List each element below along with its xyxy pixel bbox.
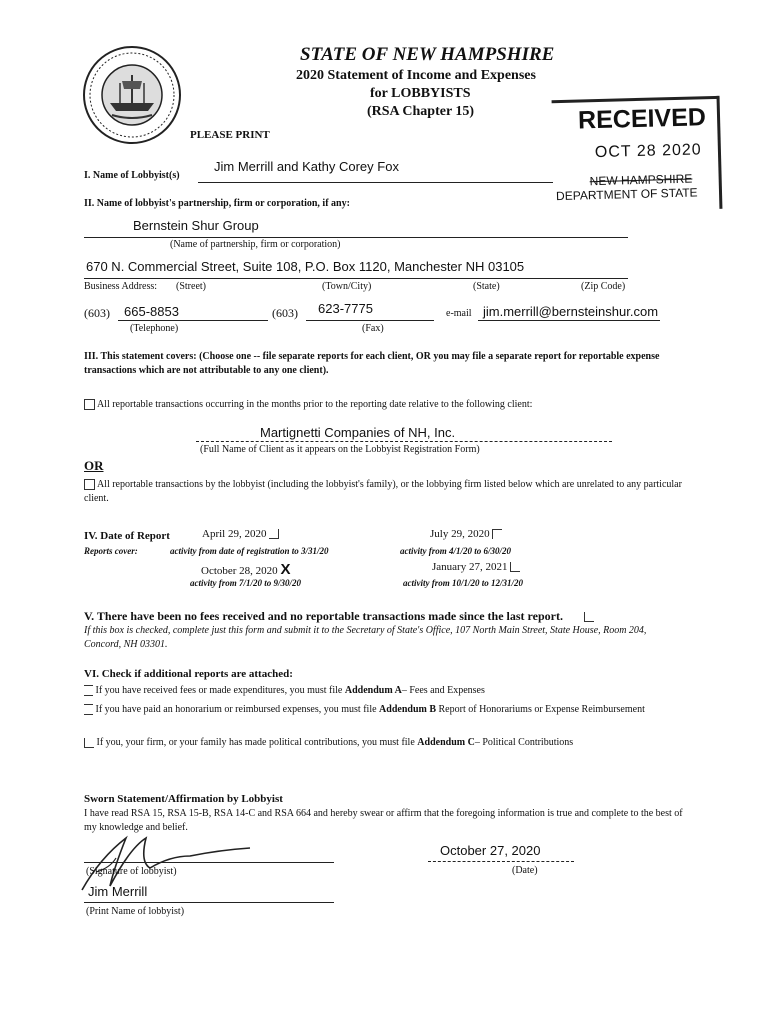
email-label: e-mail [446, 308, 472, 319]
report-date-4: January 27, 2021 [432, 561, 520, 573]
addendum-a-row: If you have received fees or made expenditures, you must file Addendum A– Fees and Expenses [84, 684, 684, 698]
stamp-date: OCT 28 2020 [594, 141, 702, 162]
report-period-2: activity from 4/1/20 to 6/30/20 [400, 546, 511, 556]
option-client-text: All reportable transactions occurring in the months prior to the reporting date relative to the following client: [96, 399, 533, 410]
report-date-2-checkbox[interactable] [492, 529, 502, 539]
fax-field[interactable]: 623-7775 [318, 301, 373, 316]
email-field[interactable]: jim.merrill@bernsteinshur.com [483, 304, 659, 319]
report-date-3-checkbox[interactable]: X [280, 561, 291, 578]
report-date-1-checkbox[interactable] [269, 529, 279, 539]
state-heading: STATE OF NEW HAMPSHIRE [300, 44, 555, 65]
addendum-a-checkbox[interactable] [84, 685, 93, 696]
sign-date-label: (Date) [512, 865, 538, 876]
coverage-instructions: III. This statement covers: (Choose one -- file separate reports for each client, OR you may file a separate report for reportable expense transactions which are not attributable to any one client). [84, 351, 660, 376]
lobbyist-name-label: I. Name of Lobbyist(s) [84, 170, 180, 181]
addendum-c-row: If you, your firm, or your family has made political contributions, you must file Addendum C– Political Contributions [84, 736, 704, 750]
no-fees-note: If this box is checked, complete just this form and submit it to the Secretary of State's Office, 107 North Main Street, State House, Room 204, Concord, NH 03301. [84, 625, 647, 650]
lobbyist-name-field[interactable]: Jim Merrill and Kathy Corey Fox [214, 159, 399, 174]
phone-field[interactable]: 665-8853 [124, 304, 179, 319]
form-subtitle: for LOBBYISTS [370, 86, 471, 101]
sign-date-field[interactable]: October 27, 2020 [440, 843, 541, 858]
addr-label-business: Business Address: [84, 281, 158, 292]
report-period-4: activity from 10/1/20 to 12/31/20 [403, 578, 523, 588]
state-seal [82, 45, 182, 145]
addendum-b-checkbox[interactable] [84, 704, 93, 715]
date-of-report-label: IV. Date of Report [84, 530, 170, 542]
addendum-c-checkbox[interactable] [84, 738, 94, 748]
option-unrelated [84, 478, 684, 506]
please-print: PLEASE PRINT [190, 129, 270, 141]
print-name-label: (Print Name of lobbyist) [86, 906, 185, 917]
report-period-3: activity from 7/1/20 to 9/30/20 [190, 578, 301, 588]
stamp-received: RECEIVED [577, 103, 707, 135]
addr-label-street: (Street) [176, 281, 206, 292]
signature-label: (Signature of lobbyist) [86, 866, 177, 877]
firm-name-field[interactable]: Bernstein Shur Group [133, 218, 259, 233]
no-fees-checkbox[interactable] [584, 612, 594, 622]
firm-label: II. Name of lobbyist's partnership, firm or corporation, if any: [84, 198, 350, 209]
addr-label-state: (State) [473, 281, 500, 292]
option-client-checkbox[interactable] [84, 399, 95, 410]
report-date-4-checkbox[interactable] [510, 562, 520, 572]
firm-caption: (Name of partnership, firm or corporation) [170, 239, 341, 250]
report-period-1: activity from date of registration to 3/31/20 [170, 546, 329, 556]
report-date-3: October 28, 2020 X [201, 561, 291, 578]
stamp-line2: DEPARTMENT OF STATE [555, 185, 698, 204]
fax-area: (603) [272, 306, 298, 320]
rsa-chapter: (RSA Chapter 15) [367, 104, 475, 119]
reports-cover-label: Reports cover: [84, 546, 138, 556]
option-unrelated-checkbox[interactable] [84, 479, 95, 490]
business-address-field[interactable]: 670 N. Commercial Street, Suite 108, P.O. Box 1120, Manchester NH 03105 [86, 259, 525, 274]
sworn-title: Sworn Statement/Affirmation by Lobbyist [84, 793, 283, 805]
client-name-field[interactable]: Martignetti Companies of NH, Inc. [260, 425, 456, 440]
print-name-field[interactable]: Jim Merrill [88, 884, 148, 899]
form-title: 2020 Statement of Income and Expenses [296, 68, 536, 83]
option-unrelated-text: All reportable transactions by the lobbyist (including the lobbyist's family), or the lobbying firm listed below which are unrelated to any particular client. [84, 479, 682, 504]
report-date-1: April 29, 2020 [202, 528, 279, 540]
no-fees-label: V. There have been no fees received and no reportable transactions made since the last report. [84, 609, 594, 624]
option-client [84, 398, 694, 412]
sworn-text: I have read RSA 15, RSA 15-B, RSA 14-C and RSA 664 and hereby swear or affirm that the foregoing information is true and complete to the best of my knowledge and belief. [84, 808, 683, 833]
addr-label-zip: (Zip Code) [581, 281, 626, 292]
report-date-2: July 29, 2020 [430, 528, 502, 540]
addr-label-town: (Town/City) [322, 281, 372, 292]
additional-reports-label: VI. Check if additional reports are attached: [84, 668, 293, 680]
or-label: OR [84, 458, 104, 473]
stamp-line1: NEW HAMPSHIRE [589, 171, 693, 189]
client-caption: (Full Name of Client as it appears on the Lobbyist Registration Form) [200, 444, 480, 455]
received-stamp [552, 96, 723, 213]
phone-label: (Telephone) [130, 323, 179, 334]
fax-label: (Fax) [362, 323, 384, 334]
phone-area: (603) [84, 306, 110, 320]
addendum-b-row: If you have paid an honorarium or reimbursed expenses, you must file Addendum B Report of Honorariums or Expense Reimbursement [84, 703, 664, 717]
